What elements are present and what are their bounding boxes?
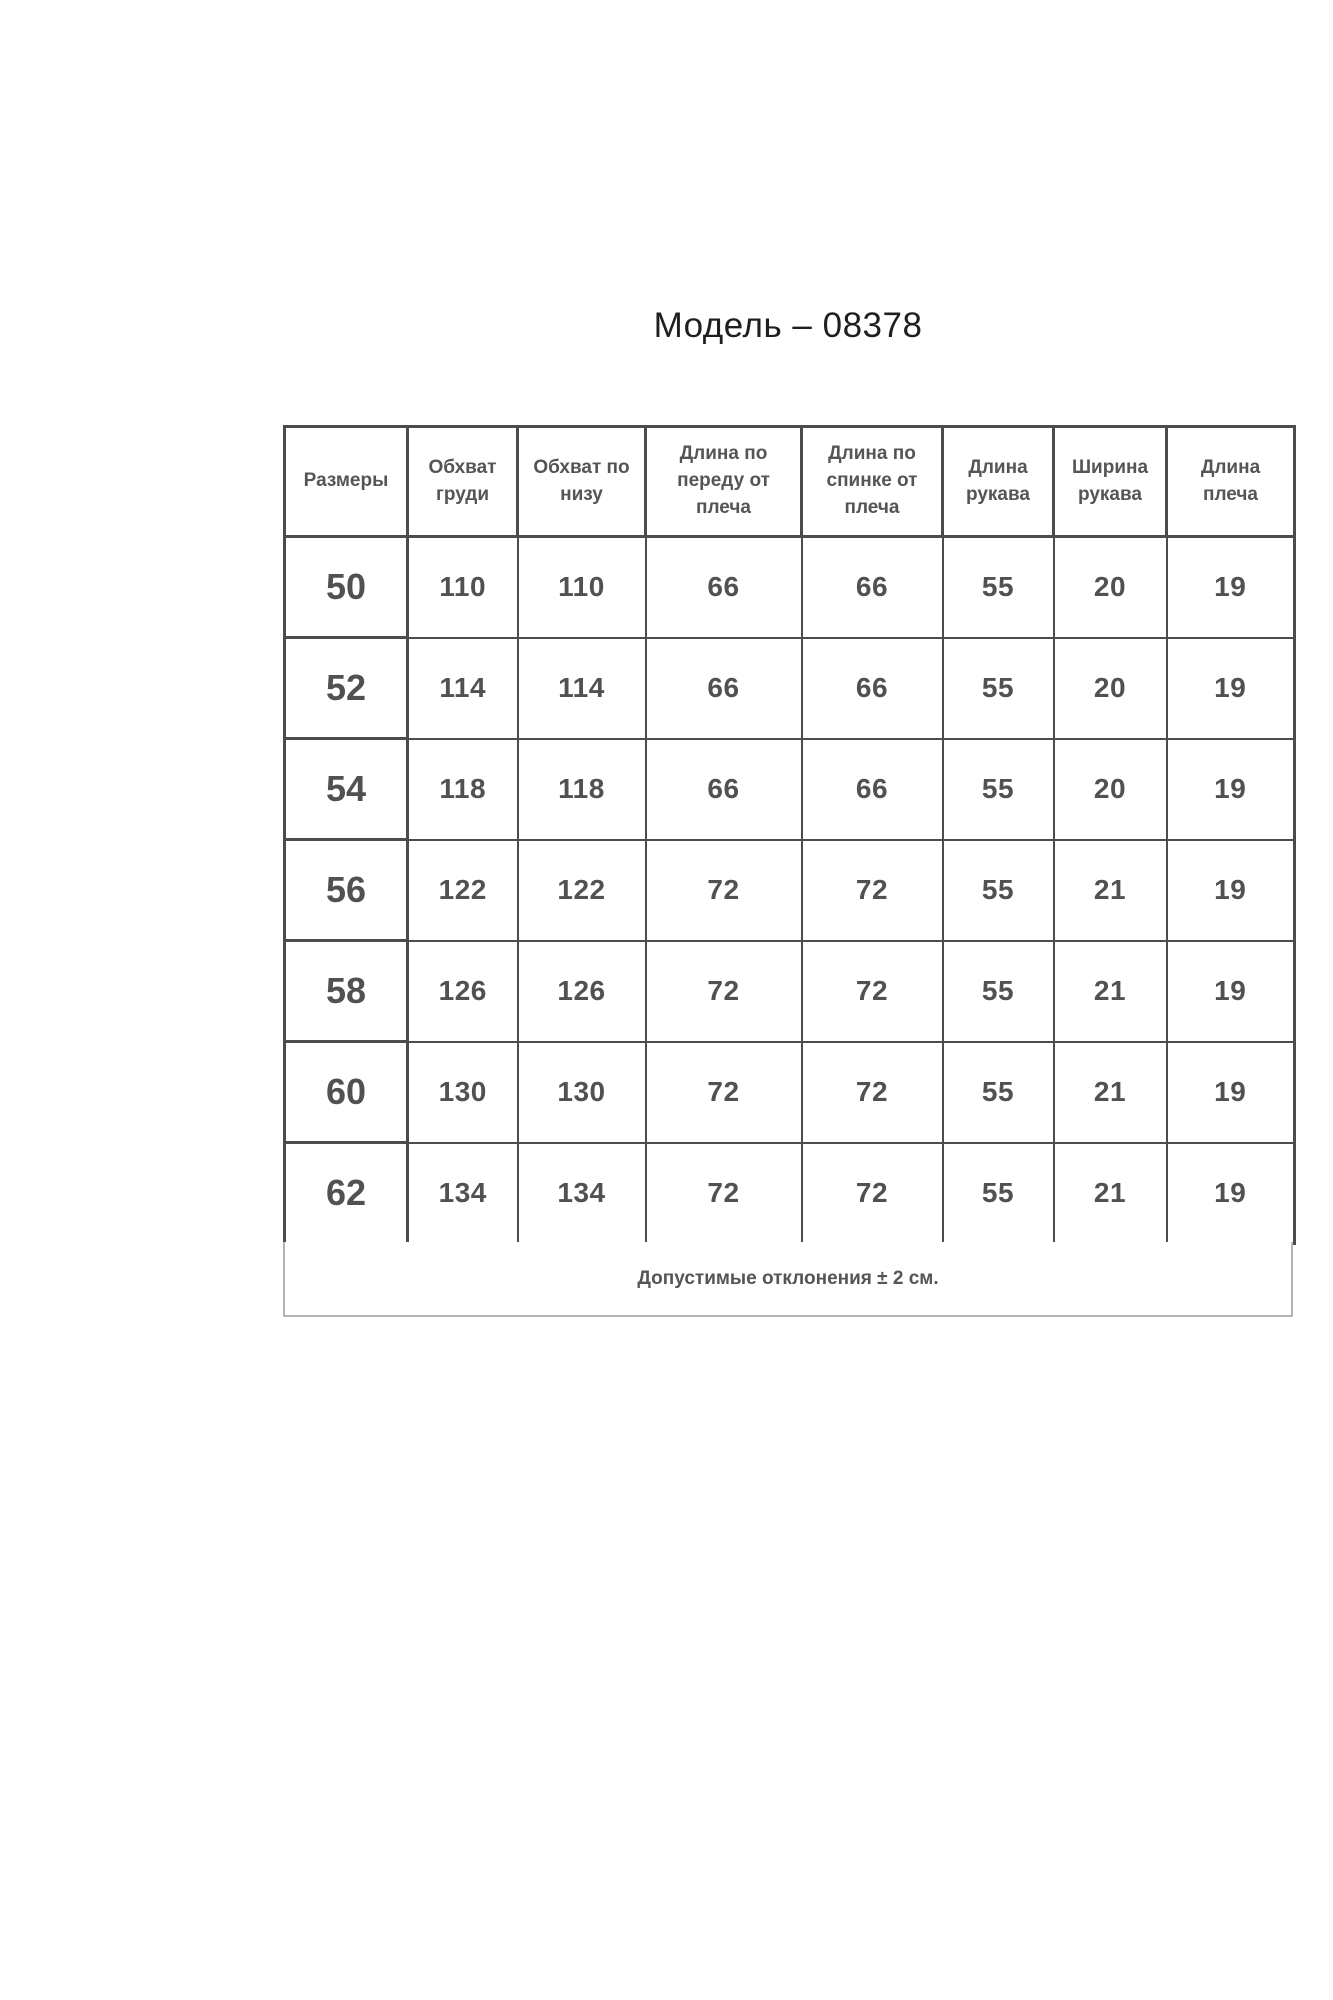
- measurement-cell: 55: [943, 840, 1054, 941]
- column-header: Обхват груди: [408, 427, 518, 537]
- measurement-cell: 72: [802, 1143, 943, 1244]
- measurement-cell: 19: [1167, 941, 1295, 1042]
- table-row: [285, 1143, 1295, 1244]
- column-header: Размеры: [285, 427, 408, 537]
- measurement-cell: 66: [646, 537, 802, 638]
- measurement-cell: 66: [802, 739, 943, 840]
- measurement-cell: 110: [518, 537, 646, 638]
- measurement-cell: 72: [646, 1042, 802, 1143]
- measurement-cell: 126: [518, 941, 646, 1042]
- measurement-cell: 122: [408, 840, 518, 941]
- column-header: Длина рукава: [943, 427, 1054, 537]
- measurement-cell: 20: [1054, 537, 1167, 638]
- model-title: Модель – 08378: [653, 306, 923, 345]
- measurement-cell: 21: [1054, 1042, 1167, 1143]
- table-row: [285, 638, 1295, 739]
- measurement-cell: 55: [943, 537, 1054, 638]
- size-cell: 58: [285, 941, 408, 1042]
- measurement-cell: 126: [408, 941, 518, 1042]
- column-header: Обхват по низу: [518, 427, 646, 537]
- measurement-cell: 72: [802, 941, 943, 1042]
- measurement-cell: 72: [646, 1143, 802, 1244]
- measurement-cell: 72: [802, 1042, 943, 1143]
- header-row: [285, 427, 1295, 537]
- table-row: [285, 537, 1295, 638]
- measurement-cell: 19: [1167, 1042, 1295, 1143]
- measurement-cell: 66: [646, 638, 802, 739]
- measurement-cell: 66: [802, 638, 943, 739]
- column-header: Длина плеча: [1167, 427, 1295, 537]
- table-row: [285, 941, 1295, 1042]
- table-row: [285, 840, 1295, 941]
- measurement-cell: 19: [1167, 1143, 1295, 1244]
- measurement-cell: 19: [1167, 840, 1295, 941]
- measurement-cell: 19: [1167, 537, 1295, 638]
- measurement-cell: 21: [1054, 840, 1167, 941]
- measurement-cell: 20: [1054, 638, 1167, 739]
- measurement-cell: 134: [408, 1143, 518, 1244]
- measurement-cell: 130: [518, 1042, 646, 1143]
- measurement-cell: 110: [408, 537, 518, 638]
- measurement-cell: 20: [1054, 739, 1167, 840]
- measurement-cell: 130: [408, 1042, 518, 1143]
- measurement-cell: 72: [646, 941, 802, 1042]
- measurement-cell: 55: [943, 739, 1054, 840]
- measurement-cell: 19: [1167, 638, 1295, 739]
- measurement-cell: 118: [518, 739, 646, 840]
- measurement-cell: 122: [518, 840, 646, 941]
- column-header: Ширина рукава: [1054, 427, 1167, 537]
- measurement-cell: 55: [943, 638, 1054, 739]
- size-cell: 54: [285, 739, 408, 840]
- size-cell: 60: [285, 1042, 408, 1143]
- measurement-cell: 19: [1167, 739, 1295, 840]
- measurement-cell: 55: [943, 1143, 1054, 1244]
- measurement-cell: 72: [802, 840, 943, 941]
- measurement-cell: 134: [518, 1143, 646, 1244]
- tolerance-note: Допустимые отклонения ± 2 см.: [283, 1242, 1293, 1317]
- size-cell: 56: [285, 840, 408, 941]
- measurement-cell: 55: [943, 941, 1054, 1042]
- measurement-cell: 66: [646, 739, 802, 840]
- table-row: [285, 739, 1295, 840]
- size-table: [283, 425, 1296, 1245]
- measurement-cell: 21: [1054, 941, 1167, 1042]
- column-header: Длина по спинке от плеча: [802, 427, 943, 537]
- measurement-cell: 72: [646, 840, 802, 941]
- measurement-cell: 66: [802, 537, 943, 638]
- column-header: Длина по переду от плеча: [646, 427, 802, 537]
- measurement-cell: 114: [518, 638, 646, 739]
- size-cell: 52: [285, 638, 408, 739]
- size-cell: 50: [285, 537, 408, 638]
- size-cell: 62: [285, 1143, 408, 1244]
- table-body: [285, 537, 1295, 1244]
- measurement-cell: 21: [1054, 1143, 1167, 1244]
- measurement-cell: 55: [943, 1042, 1054, 1143]
- measurement-cell: 118: [408, 739, 518, 840]
- measurement-cell: 114: [408, 638, 518, 739]
- table-row: [285, 1042, 1295, 1143]
